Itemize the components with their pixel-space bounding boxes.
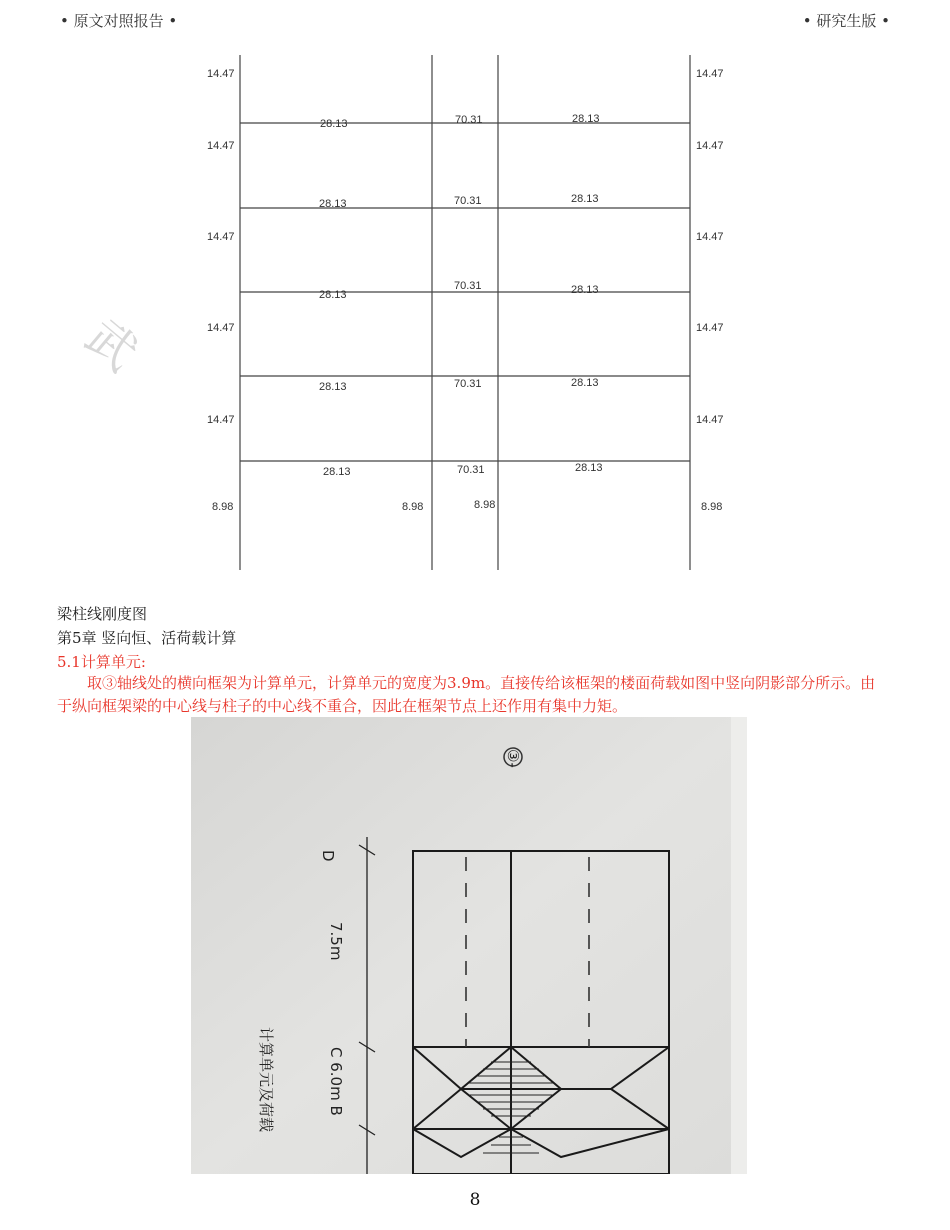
header-right: • 研究生版 • xyxy=(802,12,890,30)
header-left: • 原文对照报告 • xyxy=(60,12,178,30)
beam-right-label: 28.13 xyxy=(572,113,600,125)
col-left-label: 14.47 xyxy=(207,140,235,152)
beam-left-label: 28.13 xyxy=(320,118,348,130)
axis-marker-3 xyxy=(504,748,522,768)
beam-middle-label: 70.31 xyxy=(454,378,482,390)
beam-right-label: 28.13 xyxy=(571,193,599,205)
beam-right-label: 28.13 xyxy=(571,284,599,296)
chapter-title: 第5章 竖向恒、活荷载计算 xyxy=(57,629,237,647)
beam-left-label: 28.13 xyxy=(319,198,347,210)
beam-middle-label: 70.31 xyxy=(454,280,482,292)
ground-col-label: 8.98 xyxy=(701,501,723,513)
beam-middle-label: 70.31 xyxy=(455,114,483,126)
dimension-6-0m: C 6.0m B xyxy=(327,1047,345,1116)
beam-middle-label: 70.31 xyxy=(457,464,485,476)
col-right-label: 14.47 xyxy=(696,322,724,334)
body-paragraph: 取③轴线处的横向框架为计算单元，计算单元的宽度为3.9m。直接传给该框架的楼面荷载如图中竖向阴影部分所示。由于纵向框架梁的中心线与柱子的中心线不重合，因此在框架节点上还作用有集中力矩。 xyxy=(57,674,876,715)
col-right-label: 14.47 xyxy=(696,140,724,152)
ground-col-label: 8.98 xyxy=(212,501,234,513)
col-left-label: 14.47 xyxy=(207,68,235,80)
calculation-unit-photo xyxy=(191,717,747,1174)
page-edge xyxy=(731,717,747,1174)
ground-col-label: 8.98 xyxy=(402,501,424,513)
ground-col-label: 8.98 xyxy=(474,499,496,511)
col-left-label: 14.47 xyxy=(207,414,235,426)
dimension-7-5m: 7.5m xyxy=(327,922,345,961)
section-title: 5.1计算单元: xyxy=(57,653,146,671)
col-right-label: 14.47 xyxy=(696,68,724,80)
axis-label: ③- xyxy=(504,749,522,768)
beam-left-label: 28.13 xyxy=(323,466,351,478)
beam-right-label: 28.13 xyxy=(575,462,603,474)
col-left-label: 14.47 xyxy=(207,322,235,334)
beam-left-label: 28.13 xyxy=(319,381,347,393)
beam-right-label: 28.13 xyxy=(571,377,599,389)
page-number: 8 xyxy=(469,1190,481,1210)
handwritten-note: 计算单元及荷载 xyxy=(257,1027,275,1133)
col-right-label: 14.47 xyxy=(696,231,724,243)
letter-d: D xyxy=(319,850,337,862)
col-left-label: 14.47 xyxy=(207,231,235,243)
beam-column-stiffness-diagram xyxy=(195,50,735,575)
col-right-label: 14.47 xyxy=(696,414,724,426)
watermark: 武 xyxy=(74,308,148,383)
beam-middle-label: 70.31 xyxy=(454,195,482,207)
figure-caption: 梁柱线刚度图 xyxy=(57,605,148,623)
beam-left-label: 28.13 xyxy=(319,289,347,301)
